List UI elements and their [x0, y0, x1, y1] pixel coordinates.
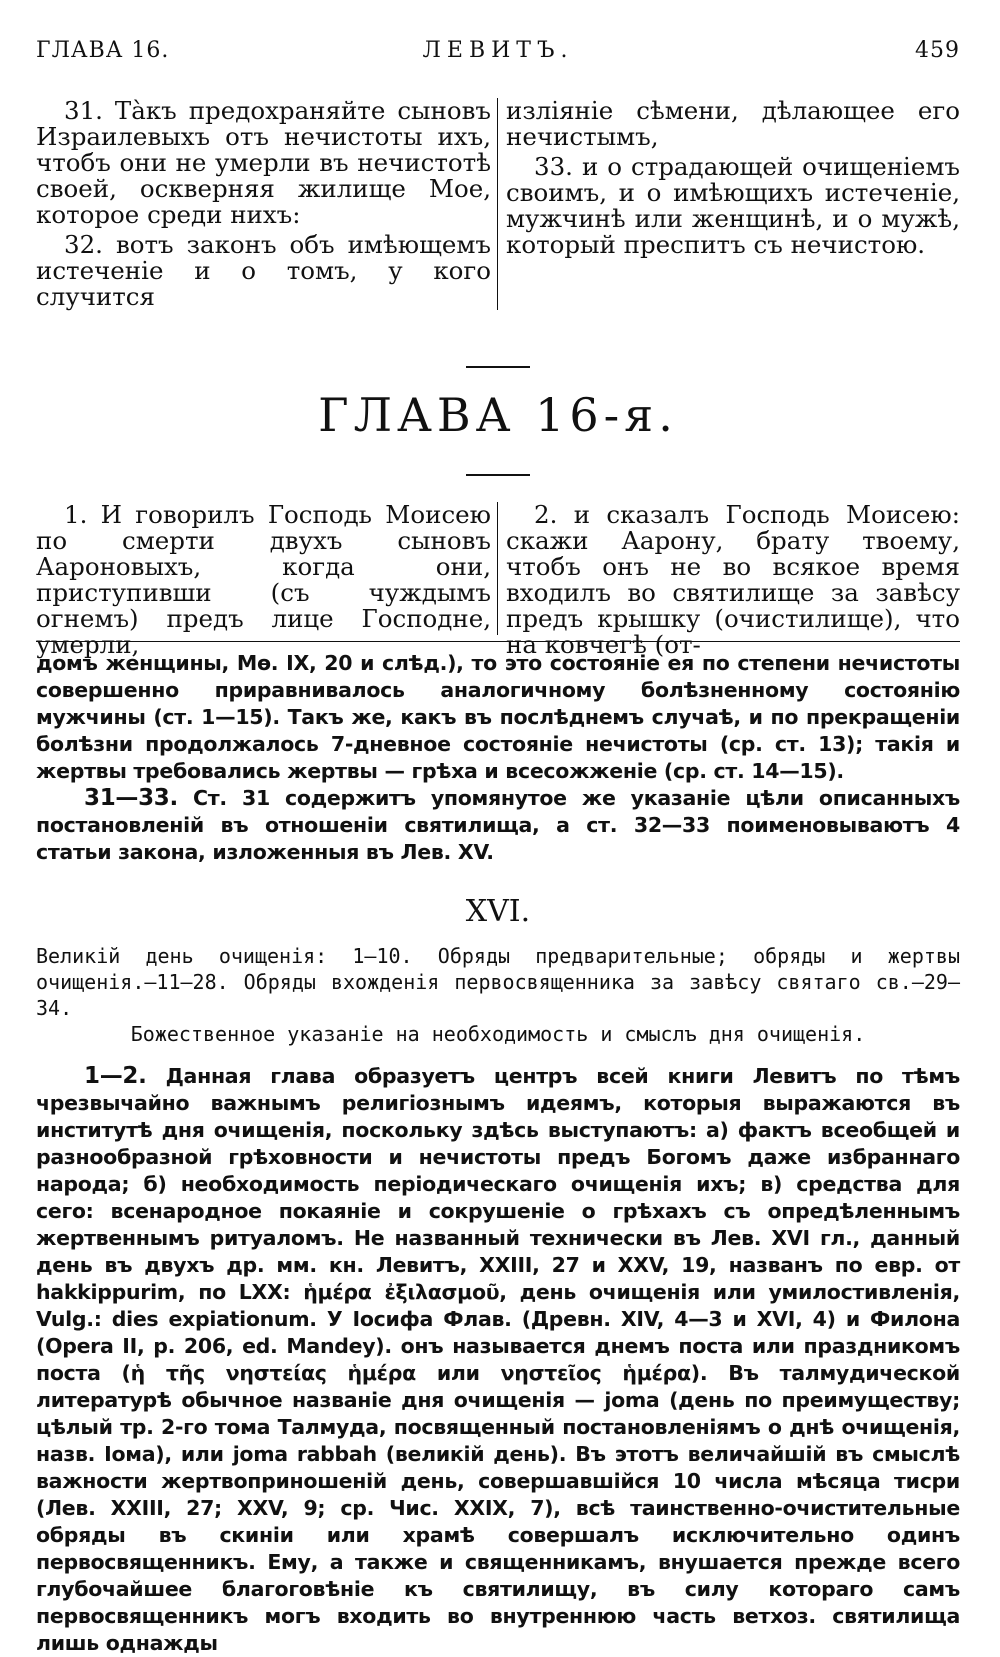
commentary-paragraph [36, 1063, 960, 1657]
commentary-text: Данная глава образуетъ центръ всей книги Левитъ по тѣмъ чрезвычайно важнымъ религіознымъ идеямъ, которыя выражаются въ институтѣ дня очищенія, поскольку здѣсь выступаютъ: а) фактъ всеобщей и разнообразной грѣховности и нечистоты предъ Богомъ даже избраннаго народа; б) необходимость періодическаго очищенія ихъ; в) средства для сего: всенародное покаяніе и сокрушеніе о грѣхахъ съ опредѣленнымъ жертвеннымъ ритуаломъ. Не названный технически въ Лев. XVI гл., данный день въ двухъ др. мм. кн. Левитъ, XXIII, 27 и XXV, 19, названъ по евр. от hakkippurim, по LXX: ἡμέρα ἐξιλασμοῦ, день очищенія или умилостивленія, Vulg.: dies expiationum. У Іосифа Флав. (Древн. XIV, 4—3 и XVI, 4) и Филона (Opera II, p. 206, ed. Mandey). онъ называется днемъ поста или праздникомъ поста (ἡ τῆς νηστείας ἡμέρα или νηστεῖος ἡμέρα). Въ талмудической литературѣ обычное названіе дня очищенія — joma (день по преимуществу; цѣлый тр. 2-го тома Талмуда, посвященный постановленіямъ о днѣ очищенія, назв. Іома), или joma rabbah (великій день). Въ этотъ величайшій въ смыслѣ важности жертвоприношеній день, совершавшійся 10 числа мѣсяца тисри (Лев. XXIII, 27; XXV, 9; ср. Чис. XXIX, 7), всѣ таинственно-очистительные обряды въ скиніи или храмѣ совершалъ исключительно одинъ первосвященникъ. Ему, а также и священникамъ, внушается прежде всего глубочайшее благоговѣніе къ святилищу, въ силу котораго самъ первосвященникъ могъ входить во внутреннюю часть ветхоз. святилища лишь однажды [36, 1064, 960, 1655]
section-heading: XVI. [465, 894, 531, 929]
scripture-block-top [36, 98, 960, 310]
running-head [36, 0, 960, 63]
divider-rule [466, 474, 530, 476]
verse-1: 1. И говорилъ Господь Моисею по смерти двухъ сыновъ Аароновыхъ, когда они, приступивши (съ чуждымъ огнемъ) предъ лице Господне, умерли, [36, 500, 491, 659]
verse-32: 32. вотъ законъ объ имѣющемъ истеченіе и о томъ, у кого случится [36, 230, 491, 311]
commentary-paragraph [36, 785, 960, 866]
summary-line: Божественное указаніе на необходимость и смыслъ дня очищенія. [130, 1022, 866, 1046]
verse-range-label: 1—2. [84, 1063, 147, 1089]
chapter-heading: ГЛАВА 16-я. [318, 388, 678, 442]
verse-32-continuation: изліяніе сѣмени, дѣлающее его нечистымъ, [506, 96, 960, 151]
divider-rule [466, 366, 530, 368]
page-number: 459 [915, 38, 960, 63]
scripture-column-right [498, 500, 960, 659]
running-head-chapter: ГЛАВА 16. [36, 38, 170, 63]
scripture-column-left [36, 98, 498, 310]
commentary-text: Ст. 31 содержитъ упомянутое же указаніе цѣли описанныхъ постановленій въ отношеніи святилища, а ст. 32—33 поименовываютъ 4 статьи закона, изложенныя въ Лев. XV. [36, 786, 960, 864]
scripture-column-left [36, 500, 498, 659]
commentary-paragraph: домъ женщины, Мѳ. IX, 20 и слѣд.), то это состояніе ея по степени нечистоты совершенно приравнивалось аналогичному болѣзненному состоянію мужчины (ст. 1—15). Такъ же, какъ въ послѣднемъ случаѣ, и по прекращеніи болѣзни продолжалось 7-дневное состояніе нечистоты (ср. ст. 13); такія и жертвы требовались жертвы — грѣха и всесожженіе (ср. ст. 14—15). [36, 651, 960, 783]
verse-range-label: 31—33. [84, 785, 178, 811]
scripture-column-right [498, 98, 960, 310]
verse-33: 33. и о страдающей очищеніемъ своимъ, и о имѣющихъ истеченіе, мужчинѣ или женщинѣ, и о мужѣ, который преспитъ съ нечистою. [506, 152, 960, 259]
summary-line: Великій день очищенія: 1—10. Обряды предварительные; обряды и жертвы очищенія.—11—28. Обряды вхожденія первосвященника за завѣсу святаго св.—29—34. [36, 944, 960, 1020]
verse-2: 2. и сказалъ Господь Моисею: скажи Аарону, брату твоему, чтобъ онъ не во всякое время входилъ во святилище за завѣсу предъ крышку (очистилище), что на ковчегѣ (от- [506, 500, 960, 659]
commentary-block [36, 1063, 960, 1657]
chapter-summary [36, 943, 960, 1047]
running-head-book: ЛЕВИТЪ. [422, 38, 574, 63]
commentary-block [36, 650, 960, 866]
verse-31: 31. Тàкъ предохраняйте сыновъ Израилевыхъ отъ нечистоты ихъ, чтобъ они не умерли въ нечистотѣ своей, оскверняя жилище Мое, которое среди нихъ: [36, 96, 491, 229]
scripture-block-chapter [36, 500, 960, 659]
